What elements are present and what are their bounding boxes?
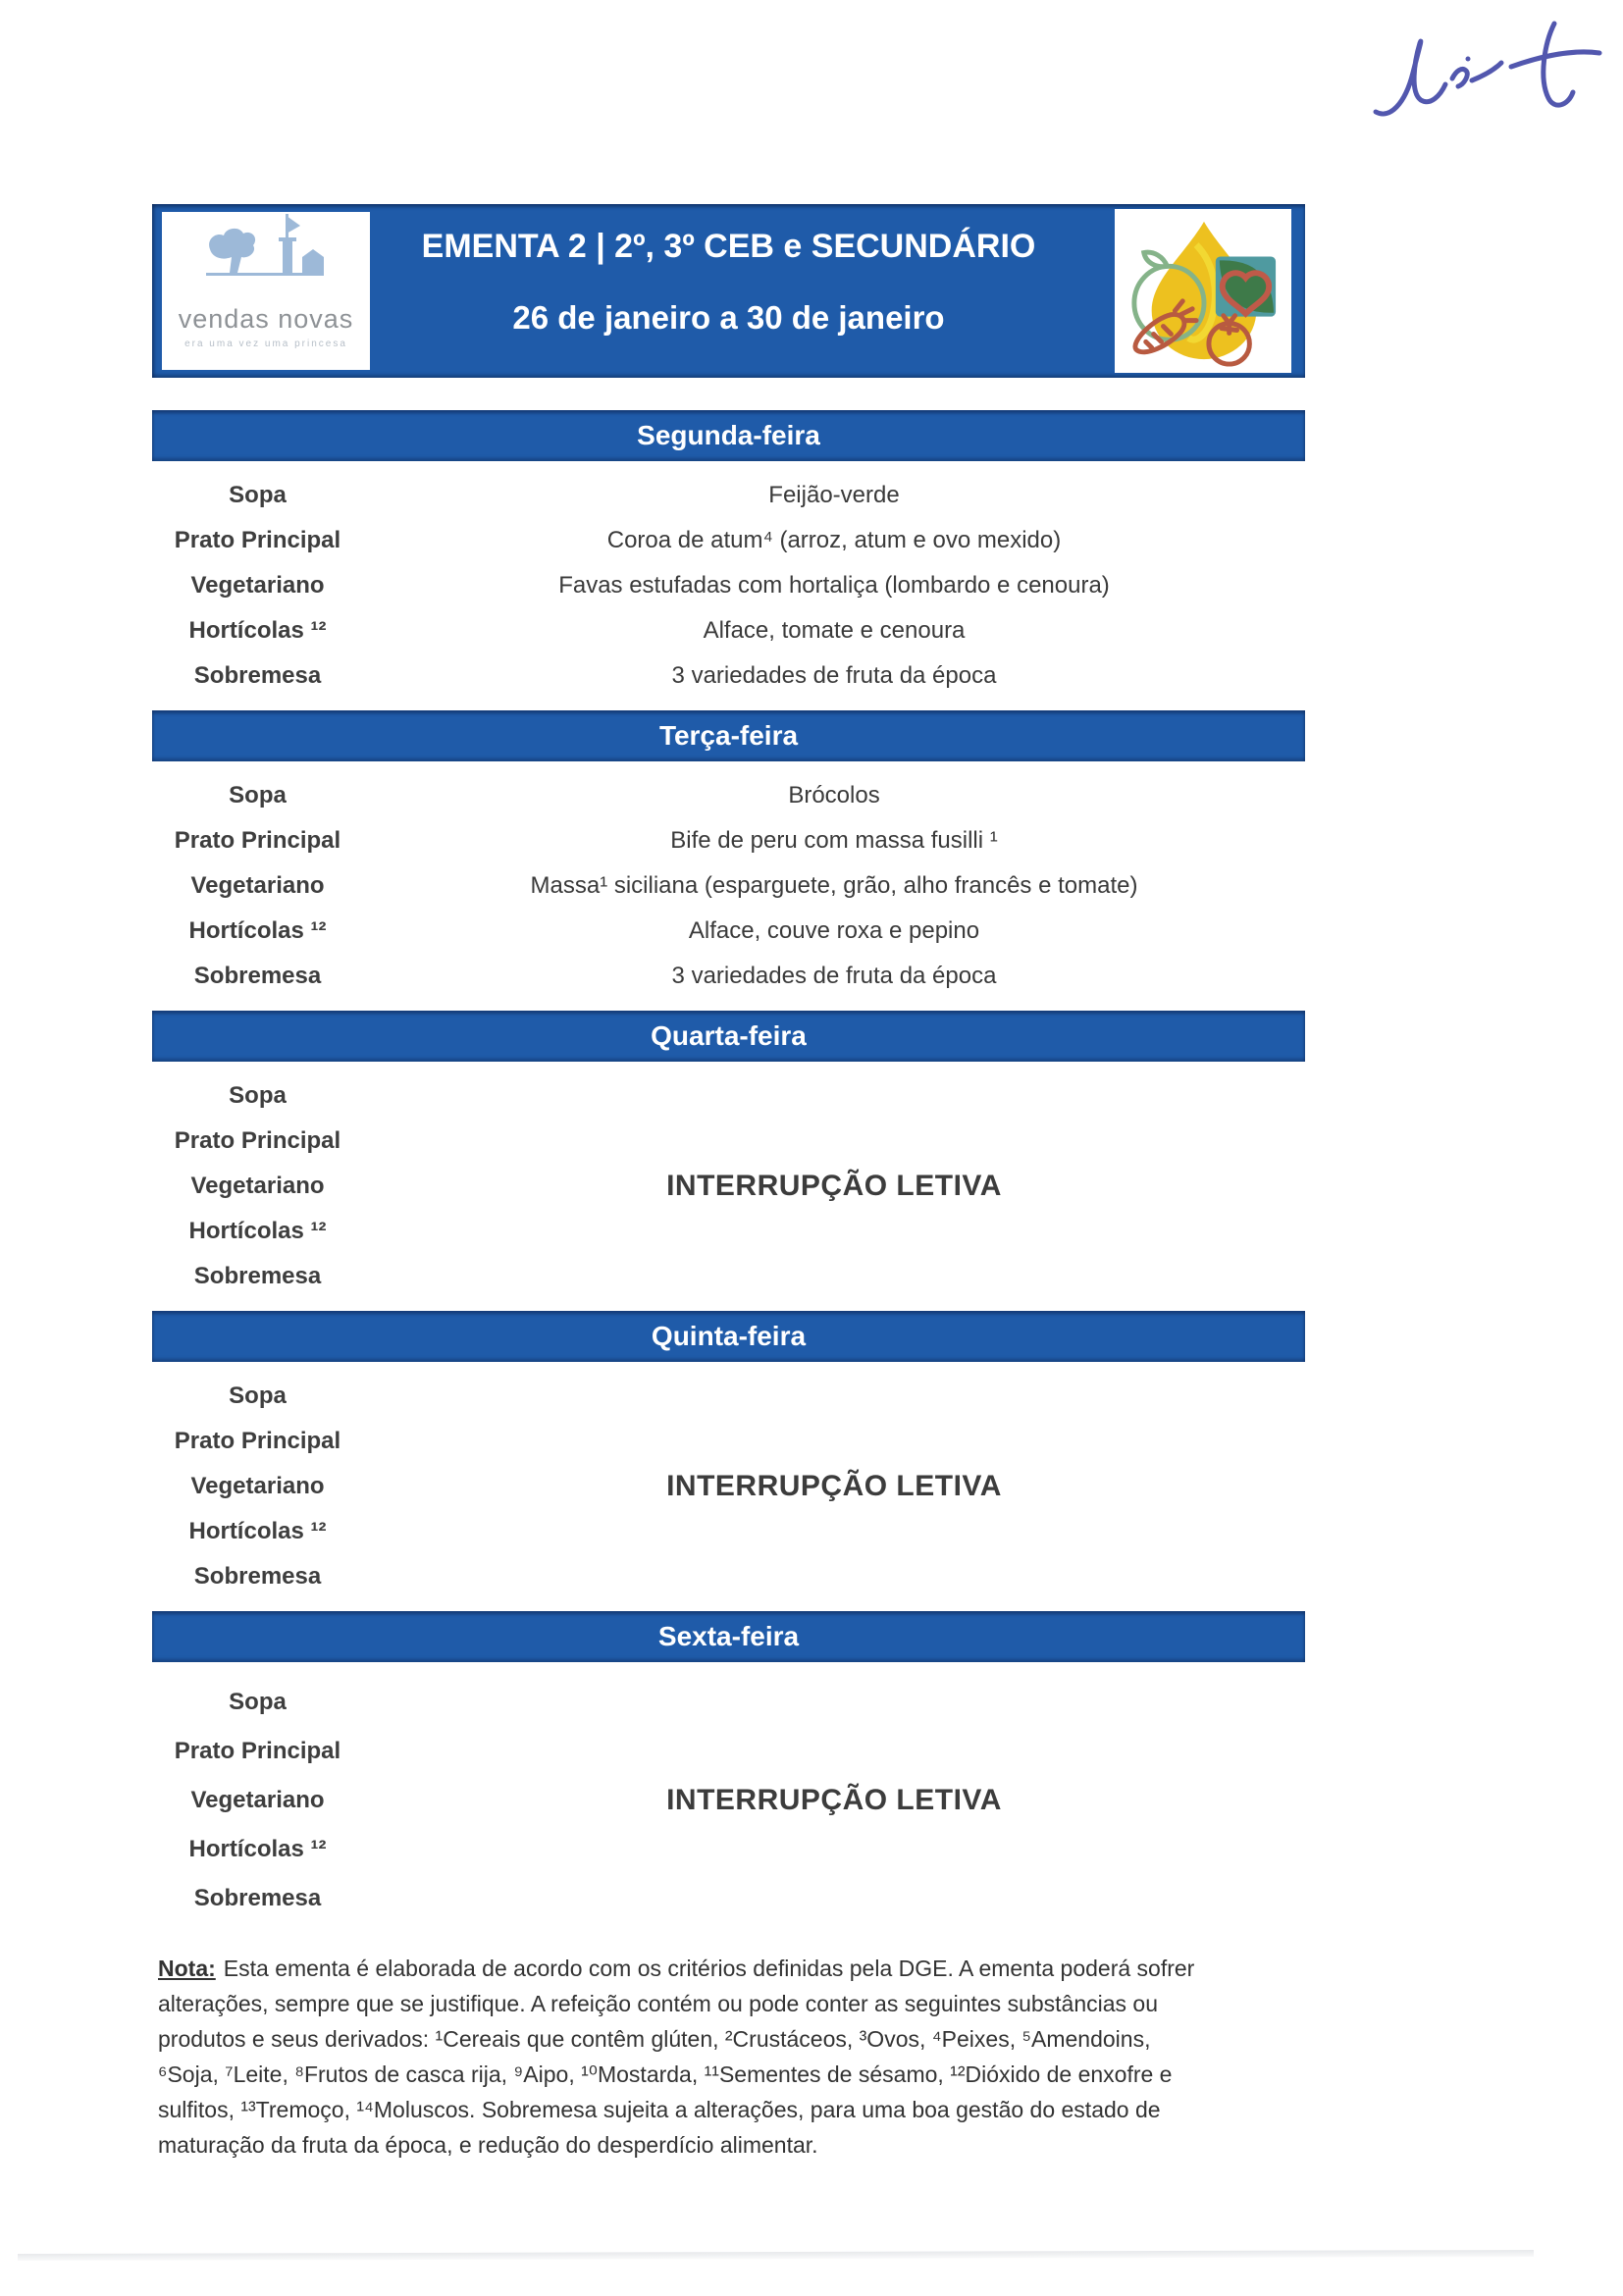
day-section-segunda — [152, 410, 1305, 710]
day-title: Sexta-feira — [657, 1621, 800, 1651]
row-label-horticolas: Hortícolas ¹² — [188, 1518, 327, 1544]
row-label-sobremesa: Sobremesa — [193, 1885, 322, 1911]
row-label-sopa: Sopa — [229, 482, 287, 508]
row-label-prato-principal: Prato Principal — [174, 1127, 341, 1154]
row-label-prato-principal: Prato Principal — [174, 1738, 341, 1764]
row-label-vegetariano: Vegetariano — [190, 572, 325, 599]
closed-notice: INTERRUPÇÃO LETIVA — [666, 1170, 1002, 1202]
row-label-sobremesa: Sobremesa — [193, 1563, 322, 1590]
day-title: Quarta-feira — [651, 1020, 807, 1051]
row-label-prato-principal: Prato Principal — [174, 1428, 341, 1454]
row-label-horticolas: Hortícolas ¹² — [188, 1836, 327, 1862]
day-section-quarta — [152, 1011, 1305, 1311]
day-section-quinta — [152, 1311, 1305, 1611]
row-label-prato-principal: Prato Principal — [174, 527, 341, 553]
note-text: Esta ementa é elaborada de acordo com os critérios definidas pela DGE. A ementa poderá sofrer alterações, sempre que se justifique. A refeição contém ou pode conter as seguintes substâncias ou produtos e seus derivados: ¹Cereais que contêm glúten, ²Crustáceos, ³Ovos, ⁴Peixes, ⁵Amendoins, ⁶Soja, ⁷Leite, ⁸Frutos de casca rija, ⁹Aipo, ¹⁰Mostarda, ¹¹Sementes de sésamo, ¹²Dióxido de enxofre e sulfitos, ¹³Tremoço, ¹⁴Moluscos. Sobremesa sujeita a alterações, para uma boa gestão do estado de maturação da fruta da época, e redução do desperdício alimentar. — [158, 1956, 1195, 2158]
menu-item-sobremesa: 3 variedades de fruta da época — [671, 662, 997, 689]
date-range: 26 de janeiro a 30 de janeiro — [512, 299, 945, 336]
row-label-horticolas: Hortícolas ¹² — [188, 617, 327, 644]
day-header — [152, 1011, 1305, 1062]
menu-item-sopa: Brócolos — [788, 782, 880, 809]
day-section-terca — [152, 710, 1305, 1011]
row-label-vegetariano: Vegetariano — [190, 1473, 325, 1499]
row-label-vegetariano: Vegetariano — [190, 1173, 325, 1199]
row-label-vegetariano: Vegetariano — [190, 1787, 325, 1813]
row-label-horticolas: Hortícolas ¹² — [188, 917, 327, 944]
row-label-prato-principal: Prato Principal — [174, 827, 341, 854]
footer-note — [158, 1951, 1203, 2163]
menu-document — [152, 204, 1305, 2163]
page-title: EMENTA 2 | 2º, 3º CEB e SECUNDÁRIO — [421, 228, 1036, 265]
closed-notice: INTERRUPÇÃO LETIVA — [666, 1784, 1002, 1816]
row-label-horticolas: Hortícolas ¹² — [188, 1218, 327, 1244]
day-title: Terça-feira — [658, 720, 799, 751]
municipality-name: vendas novas — [178, 304, 354, 334]
row-label-sopa: Sopa — [229, 782, 287, 809]
day-title: Quinta-feira — [651, 1321, 807, 1351]
menu-item-vegetariano: Favas estufadas com hortaliça (lombardo e cenoura) — [558, 572, 1110, 599]
day-title: Segunda-feira — [637, 420, 820, 450]
row-label-sopa: Sopa — [229, 1689, 287, 1715]
scan-artifact-line — [18, 2250, 1534, 2261]
header-band — [152, 204, 1305, 378]
menu-item-sobremesa: 3 variedades de fruta da época — [671, 963, 997, 989]
row-label-sopa: Sopa — [229, 1383, 287, 1409]
day-section-sexta — [152, 1611, 1305, 1937]
fruit-logo-box — [1115, 209, 1291, 373]
municipality-tagline: era uma vez uma princesa — [184, 339, 347, 349]
menu-item-horticolas: Alface, couve roxa e pepino — [688, 917, 980, 944]
row-label-sobremesa: Sobremesa — [193, 963, 322, 989]
menu-item-sopa: Feijão-verde — [768, 482, 900, 508]
row-label-sobremesa: Sobremesa — [193, 1263, 322, 1289]
menu-item-prato-principal: Coroa de atum⁴ (arroz, atum e ovo mexido) — [606, 527, 1062, 553]
day-header — [152, 1611, 1305, 1662]
fruit-nutrition-logo-icon — [1121, 214, 1285, 369]
menu-item-prato-principal: Bife de peru com massa fusilli ¹ — [670, 827, 998, 854]
row-label-sobremesa: Sobremesa — [193, 662, 322, 689]
row-label-vegetariano: Vegetariano — [190, 872, 325, 899]
day-header — [152, 710, 1305, 761]
menu-item-vegetariano: Massa¹ siciliana (esparguete, grão, alho francês e tomate) — [530, 872, 1138, 899]
closed-notice: INTERRUPÇÃO LETIVA — [666, 1470, 1002, 1502]
day-header — [152, 1311, 1305, 1362]
note-label: Nota: — [158, 1956, 216, 1981]
day-header — [152, 410, 1305, 461]
signature-icon — [1362, 2, 1613, 131]
row-label-sopa: Sopa — [229, 1082, 287, 1109]
menu-item-horticolas: Alface, tomate e cenoura — [703, 617, 966, 644]
